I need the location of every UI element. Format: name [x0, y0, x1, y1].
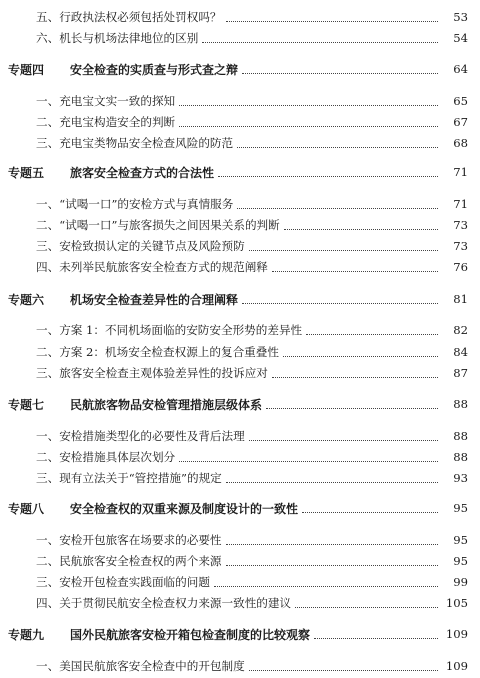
toc-item-row[interactable] — [0, 343, 480, 361]
toc-item-row[interactable] — [0, 29, 480, 47]
page-number: 76 — [453, 260, 468, 274]
dot-leader — [266, 408, 438, 409]
toc-item-row[interactable] — [0, 113, 480, 131]
dot-leader — [179, 105, 438, 106]
dot-leader — [226, 544, 438, 545]
entry-title: 二、民航旅客安全检查权的两个来源 — [36, 554, 222, 568]
toc-item-row[interactable] — [0, 92, 480, 110]
toc-item-row[interactable] — [0, 657, 480, 675]
page-number: 67 — [453, 115, 468, 129]
toc-item-row[interactable] — [0, 364, 480, 382]
entry-title: 一、美国民航旅客安全检查中的开包制度 — [36, 659, 245, 673]
topic-label: 专题四 — [8, 62, 45, 77]
topic-label: 专题八 — [8, 501, 45, 516]
entry-title: 安全检查权的双重来源及制度设计的一致性 — [70, 501, 299, 516]
toc-item-row[interactable] — [0, 531, 480, 549]
entry-title: 六、机长与机场法律地位的区别 — [36, 31, 199, 45]
entry-title: 旅客安全检查方式的合法性 — [70, 165, 215, 180]
page-number: 88 — [453, 429, 468, 443]
entry-title: 三、旅客安全检查主观体验差异性的投诉应对 — [36, 366, 268, 380]
dot-leader — [249, 670, 438, 671]
dot-leader — [237, 147, 438, 148]
toc-item-row[interactable] — [0, 469, 480, 487]
page-number: 54 — [453, 31, 468, 45]
dot-leader — [214, 586, 438, 587]
page-number: 81 — [453, 292, 468, 306]
dot-leader — [242, 303, 438, 304]
page-number: 109 — [445, 627, 468, 641]
toc-item-row[interactable] — [0, 448, 480, 466]
topic-label: 专题九 — [8, 627, 45, 642]
dot-leader — [226, 565, 438, 566]
dot-leader — [179, 126, 438, 127]
page-number: 71 — [453, 197, 468, 211]
entry-title: 三、安检致损认定的关键节点及风险预防 — [36, 239, 245, 253]
page-number: 93 — [453, 471, 468, 485]
page-number: 88 — [453, 397, 468, 411]
entry-title: 三、充电宝类物品安全检查风险的防范 — [36, 136, 234, 150]
entry-title: 机场安全检查差异性的合理阐释 — [70, 292, 239, 307]
page-number: 88 — [453, 450, 468, 464]
toc-topic-row[interactable] — [0, 60, 480, 78]
toc-topic-row[interactable] — [0, 163, 480, 181]
entry-title: 三、安检开包检查实践面临的问题 — [36, 575, 210, 589]
page-number: 105 — [445, 596, 468, 610]
entry-title: 民航旅客物品安检管理措施层级体系 — [70, 397, 263, 412]
toc-topic-row[interactable] — [0, 290, 480, 308]
dot-leader — [249, 440, 438, 441]
dot-leader — [226, 482, 438, 483]
dot-leader — [179, 461, 438, 462]
dot-leader — [272, 271, 438, 272]
page-number: 95 — [453, 554, 468, 568]
topic-label: 专题五 — [8, 165, 45, 180]
entry-title: 安全检查的实质查与形式查之辩 — [70, 62, 239, 77]
toc-item-row[interactable] — [0, 134, 480, 152]
dot-leader — [283, 356, 438, 357]
page-number: 84 — [453, 345, 468, 359]
toc-topic-row[interactable] — [0, 625, 480, 643]
entry-title: 一、方案 1：不同机场面临的安防安全形势的差异性 — [36, 323, 303, 337]
dot-leader — [284, 229, 438, 230]
toc-item-row[interactable] — [0, 216, 480, 234]
entry-title: 二、充电宝构造安全的判断 — [36, 115, 176, 129]
page-number: 64 — [453, 62, 468, 76]
toc-item-row[interactable] — [0, 552, 480, 570]
entry-title: 一、安检措施类型化的必要性及背后法理 — [36, 429, 245, 443]
toc-item-row[interactable] — [0, 195, 480, 213]
entry-title: 二、安检措施具体层次划分 — [36, 450, 176, 464]
toc-item-row[interactable] — [0, 573, 480, 591]
entry-title: 一、安检开包旅客在场要求的必要性 — [36, 533, 222, 547]
entry-title: 四、关于贯彻民航安全检查权力来源一致性的建议 — [36, 596, 292, 610]
dot-leader — [272, 377, 438, 378]
entry-title: 二、方案 2：机场安全检查权源上的复合重叠性 — [36, 345, 279, 359]
entry-title: 一、“试喝一口”的安检方式与真情服务 — [36, 197, 234, 211]
toc-topic-row[interactable] — [0, 395, 480, 413]
dot-leader — [226, 21, 438, 22]
page-number: 53 — [453, 10, 468, 24]
toc-item-row[interactable] — [0, 237, 480, 255]
page-number: 109 — [445, 659, 468, 673]
page-number: 99 — [453, 575, 468, 589]
dot-leader — [249, 250, 438, 251]
page-number: 95 — [453, 533, 468, 547]
dot-leader — [306, 334, 438, 335]
entry-title: 一、充电宝文实一致的探知 — [36, 94, 176, 108]
toc-item-row[interactable] — [0, 594, 480, 612]
toc-item-row[interactable] — [0, 427, 480, 445]
topic-label: 专题七 — [8, 397, 45, 412]
page-number: 73 — [453, 218, 468, 232]
toc-topic-row[interactable] — [0, 499, 480, 517]
dot-leader — [295, 607, 438, 608]
entry-title: 四、未列举民航旅客安全检查方式的规范阐释 — [36, 260, 268, 274]
page-number: 82 — [453, 323, 468, 337]
dot-leader — [218, 176, 438, 177]
page-number: 87 — [453, 366, 468, 380]
dot-leader — [242, 73, 438, 74]
dot-leader — [237, 208, 438, 209]
entry-title: 五、行政执法权必须包括处罚权吗？ — [36, 10, 222, 24]
entry-title: 国外民航旅客安检开箱包检查制度的比较观察 — [70, 627, 311, 642]
page-number: 73 — [453, 239, 468, 253]
page-number: 95 — [453, 501, 468, 515]
topic-label: 专题六 — [8, 292, 45, 307]
entry-title: 二、“试喝一口”与旅客损失之间因果关系的判断 — [36, 218, 280, 232]
dot-leader — [302, 512, 438, 513]
entry-title: 三、现有立法关于“管控措施”的规定 — [36, 471, 222, 485]
toc-item-row[interactable] — [0, 321, 480, 339]
page-number: 71 — [453, 165, 468, 179]
dot-leader — [314, 638, 438, 639]
page-number: 68 — [453, 136, 468, 150]
page-number: 65 — [453, 94, 468, 108]
dot-leader — [202, 42, 438, 43]
toc-item-row[interactable] — [0, 8, 480, 26]
toc-item-row[interactable] — [0, 258, 480, 276]
